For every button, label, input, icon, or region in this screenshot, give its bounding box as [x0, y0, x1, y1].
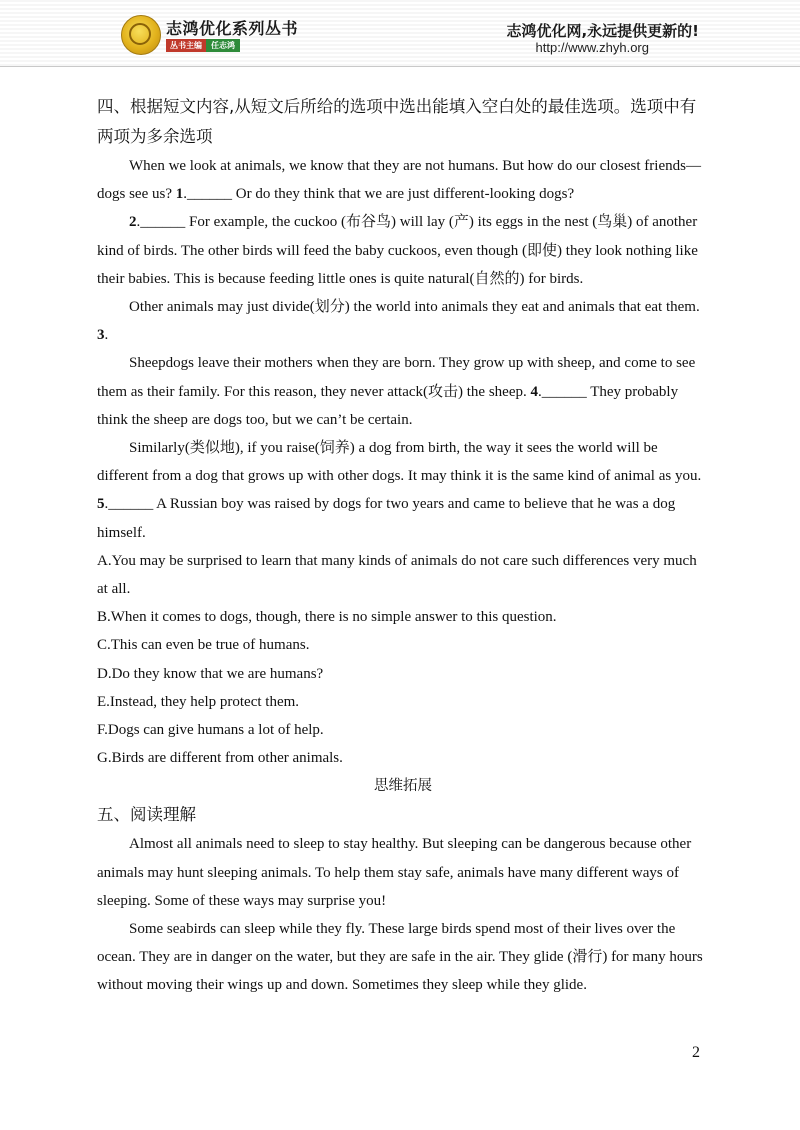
paragraph-text: Sheepdogs leave their mothers when they are born. They grow up with sheep, and come to see them as their family. For this reason, they never attack(攻击) the sheep.	[97, 355, 696, 400]
header-slogan: 志鸿优化网,永远提供更新的!	[506, 22, 699, 40]
blank-number-1: 1	[175, 186, 184, 203]
paragraph-text: .______ For example, the cuckoo (布谷鸟) will lay (产) its eggs in the nest (鸟巢) of another kind of birds. The other birds will feed the baby cuckoos, even though (即使) they look nothing like their babies. This is because feeding little ones is quite natural(自然的) for birds.	[97, 214, 698, 287]
paragraph-text: .______ Or do they think that we are just different-looking dogs?	[183, 186, 575, 203]
blank-number-5: 5	[97, 496, 105, 513]
option-b: B.When it comes to dogs, though, there is no simple answer to this question.	[97, 609, 557, 626]
passage-paragraph-3	[97, 293, 709, 349]
section4-heading: 四、根据短文内容,从短文后所给的选项中选出能填入空白处的最佳选项。选项中有两项为多余选项	[97, 97, 697, 146]
series-brand: 志鸿优化系列丛书	[166, 19, 299, 38]
seal-logo-icon	[121, 15, 161, 55]
paragraph-text: .______ They probably think the sheep are dogs too, but we can’t be certain.	[97, 383, 679, 428]
passage-paragraph-2	[97, 208, 709, 293]
editor-tag-label: 丛书主编	[166, 39, 206, 52]
editor-tag	[166, 39, 240, 52]
option-e: E.Instead, they help protect them.	[97, 693, 300, 710]
option-g: G.Birds are different from other animals.	[97, 750, 343, 767]
passage-paragraph-1	[97, 152, 709, 208]
header-url: http://www.zhyh.org	[535, 40, 649, 55]
editor-tag-name: 任志鸿	[206, 39, 240, 52]
reading-paragraph-1: Almost all animals need to sleep to stay healthy. But sleeping can be dangerous because other animals may hunt sleeping animals. To help them stay safe, animals have many different ways of sleeping. Some of these ways may surprise you!	[97, 836, 692, 909]
header-divider	[0, 66, 800, 67]
paragraph-text: When we look at animals, we know that they are not humans. But how do our closest friends—dogs see us?	[97, 158, 701, 203]
paragraph-text: Other animals may just divide(划分) the world into animals they eat and animals that eat them.	[129, 299, 700, 316]
reading-paragraph-2: Some seabirds can sleep while they fly. These large birds spend most of their lives over the ocean. They are in danger on the water, but they are safe in the air. They glide (滑行) for many hours without moving their wings up and down. Sometimes they sleep while they glide.	[97, 921, 703, 994]
passage-paragraph-5	[97, 434, 709, 547]
blank-number-3: 3	[97, 327, 105, 344]
option-a: A.You may be surprised to learn that many kinds of animals do not care such differences very much at all.	[97, 552, 697, 598]
page-header	[0, 0, 800, 68]
document-body	[97, 92, 709, 1000]
paragraph-text: .______ A Russian boy was raised by dogs for two years and came to believe that he was a dog himself.	[97, 496, 676, 541]
section5-heading: 五、阅读理解	[97, 805, 196, 825]
passage-paragraph-4	[97, 349, 709, 434]
page-number: 2	[692, 1044, 700, 1061]
blank-number-4: 4	[530, 383, 538, 400]
option-f: F.Dogs can give humans a lot of help.	[97, 722, 324, 739]
option-c: C.This can even be true of humans.	[97, 637, 310, 654]
paragraph-text: .	[104, 327, 109, 344]
extension-title: 思维拓展	[374, 778, 432, 795]
option-d: D.Do they know that we are humans?	[97, 665, 324, 682]
blank-number-2: 2	[129, 214, 137, 231]
paragraph-text: Similarly(类似地), if you raise(饲养) a dog from birth, the way it sees the world will be different from a dog that grows up with other dogs. It may think it is the same kind of animal as you.	[97, 440, 702, 485]
